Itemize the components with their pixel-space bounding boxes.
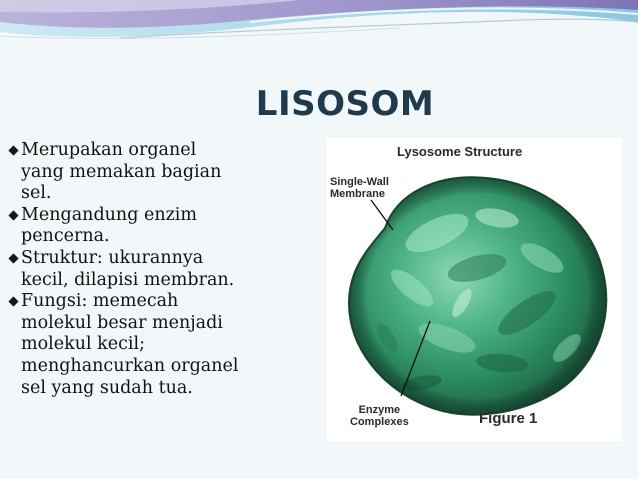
membrane-label [330, 176, 389, 200]
bullet-line: yang memakan bagian [21, 161, 222, 182]
bullet-line: molekul besar menjadi [21, 312, 223, 333]
enzyme-label-line: Enzyme [358, 404, 401, 416]
bullet-line: kecil, dilapisi membran. [21, 269, 235, 290]
bullet-line: sel yang sudah tua. [21, 377, 193, 398]
bullet-list [8, 140, 313, 399]
bullet-line: molekul kecil; [21, 334, 145, 355]
bullet-line: Merupakan organel [21, 140, 197, 160]
bullet-line: menghancurkan organel [21, 355, 239, 376]
enzyme-label [350, 404, 409, 428]
bullet-item [8, 205, 313, 248]
bullet-item [8, 248, 313, 291]
bullet-line: sel. [21, 183, 52, 204]
slide-title: LISOSOM [255, 84, 435, 124]
header-decoration [0, 0, 638, 70]
lysosome-figure [327, 138, 622, 441]
bullet-line: Mengandung enzim [21, 204, 197, 225]
membrane-label-line: Single-Wall [330, 176, 389, 188]
bullet-line: pencerna. [21, 226, 110, 247]
bullet-item [8, 291, 313, 399]
enzyme-label-line: Complexes [350, 416, 409, 428]
figure-heading: Lysosome Structure [397, 144, 523, 159]
figure-caption: Figure 1 [479, 410, 538, 427]
bullet-item [8, 140, 313, 205]
bullet-line: Struktur: ukurannya [21, 247, 204, 268]
bullet-line: Fungsi: memecah [21, 291, 179, 312]
membrane-label-line: Membrane [330, 188, 386, 200]
